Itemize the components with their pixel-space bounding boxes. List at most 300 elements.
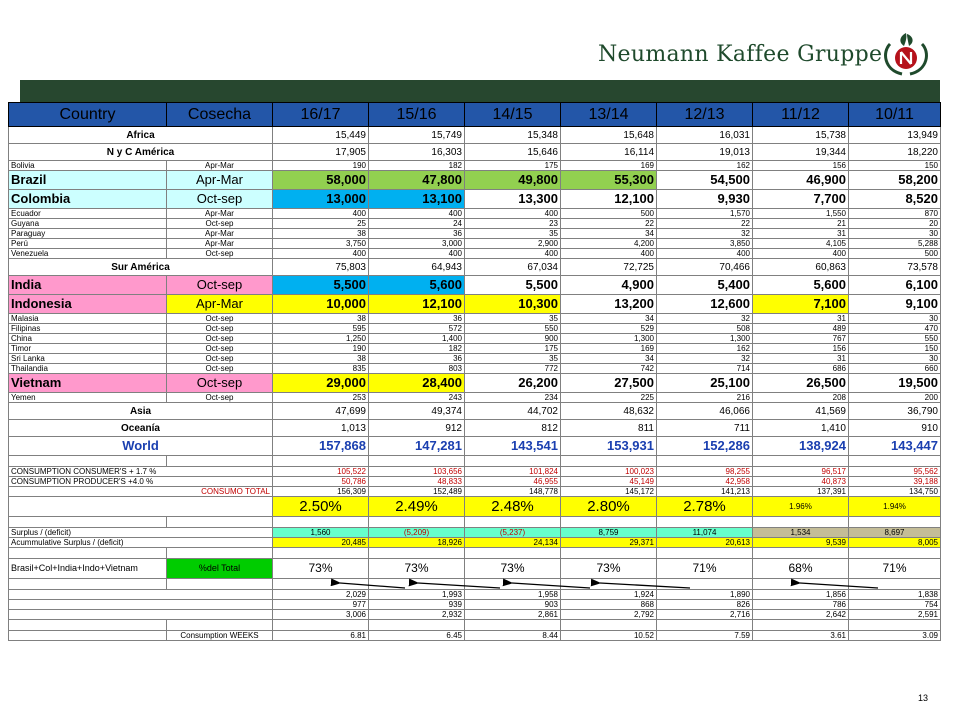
value-cell: 169 <box>561 344 657 354</box>
empty-cell <box>167 620 273 631</box>
value-cell: 58,000 <box>273 171 369 190</box>
title-bar <box>20 80 940 104</box>
country-name: Bolivia <box>9 161 167 171</box>
value-cell: 550 <box>465 324 561 334</box>
value-cell: 103,656 <box>369 467 465 477</box>
value-cell: 35 <box>465 354 561 364</box>
value-cell: 13,000 <box>273 190 369 209</box>
empty-cell <box>273 548 369 559</box>
value-cell: 9,100 <box>849 295 941 314</box>
empty-cell <box>167 579 273 590</box>
empty-cell <box>657 456 753 467</box>
harvest-cell: Apr-Mar <box>167 171 273 190</box>
value-cell: 34 <box>561 229 657 239</box>
country-row <box>9 249 941 259</box>
empty-cell <box>657 517 753 528</box>
value-cell: 500 <box>561 209 657 219</box>
empty-cell <box>465 579 561 590</box>
country-row <box>9 229 941 239</box>
value-cell: 156,309 <box>273 487 369 497</box>
region-name: Africa <box>9 127 273 144</box>
value-cell: 500 <box>849 249 941 259</box>
value-cell: 20,485 <box>273 538 369 548</box>
value-cell: 7,100 <box>753 295 849 314</box>
country-name: Ecuador <box>9 209 167 219</box>
value-cell: 16,303 <box>369 144 465 161</box>
blank-row <box>9 548 941 559</box>
value-cell: 36 <box>369 229 465 239</box>
value-cell: 18,220 <box>849 144 941 161</box>
empty-cell <box>273 620 369 631</box>
empty-cell <box>465 548 561 559</box>
harvest-cell: Oct-sep <box>167 354 273 364</box>
value-cell: 143,541 <box>465 437 561 456</box>
value-cell: 1,993 <box>369 590 465 600</box>
extra-row <box>9 600 941 610</box>
value-cell: 5,500 <box>465 276 561 295</box>
value-cell: 157,868 <box>273 437 369 456</box>
header-cell: 14/15 <box>465 103 561 127</box>
value-cell: 12,600 <box>657 295 753 314</box>
empty-cell <box>657 548 753 559</box>
value-cell: 400 <box>369 209 465 219</box>
value-cell: 15,348 <box>465 127 561 144</box>
value-cell: 32 <box>657 314 753 324</box>
value-cell: 234 <box>465 393 561 403</box>
value-cell: 8,759 <box>561 528 657 538</box>
value-cell: 13,100 <box>369 190 465 209</box>
country-row <box>9 171 941 190</box>
share-label: Brasil+Col+India+Indo+Vietnam <box>9 559 167 579</box>
value-cell: 31 <box>753 314 849 324</box>
country-row <box>9 314 941 324</box>
value-cell: 1,958 <box>465 590 561 600</box>
value-cell: 10,000 <box>273 295 369 314</box>
consumers-label: CONSUMPTION CONSUMER'S + 1.7 % <box>9 467 273 477</box>
value-cell: 7.59 <box>657 631 753 641</box>
country-name: Sri Lanka <box>9 354 167 364</box>
value-cell: 1,013 <box>273 420 369 437</box>
blank-row <box>9 456 941 467</box>
value-cell: 2,642 <box>753 610 849 620</box>
empty-cell <box>465 517 561 528</box>
value-cell: 100,023 <box>561 467 657 477</box>
producers-label: CONSUMPTION PRODUCER'S +4.0 % <box>9 477 273 487</box>
value-cell: 49,800 <box>465 171 561 190</box>
region-row <box>9 144 941 161</box>
value-cell: 147,281 <box>369 437 465 456</box>
value-cell: 6.45 <box>369 631 465 641</box>
value-cell: 2,029 <box>273 590 369 600</box>
empty-cell <box>561 548 657 559</box>
value-cell: 786 <box>753 600 849 610</box>
country-row <box>9 219 941 229</box>
value-cell: 29,000 <box>273 374 369 393</box>
value-cell: 162 <box>657 161 753 171</box>
value-cell: 15,738 <box>753 127 849 144</box>
value-cell: 13,200 <box>561 295 657 314</box>
value-cell: 27,500 <box>561 374 657 393</box>
value-cell: 40,873 <box>753 477 849 487</box>
value-cell: 595 <box>273 324 369 334</box>
value-cell: 26,500 <box>753 374 849 393</box>
value-cell: 49,374 <box>369 403 465 420</box>
empty-cell <box>9 517 167 528</box>
harvest-cell: Oct-sep <box>167 249 273 259</box>
value-cell: 20,613 <box>657 538 753 548</box>
value-cell: 10,300 <box>465 295 561 314</box>
acc-surplus-label: Acummulative Surplus / (deficit) <box>9 538 273 548</box>
region-name: Asia <box>9 403 273 420</box>
value-cell: 2,716 <box>657 610 753 620</box>
value-cell: 200 <box>849 393 941 403</box>
value-cell: 38 <box>273 354 369 364</box>
value-cell: 35 <box>465 314 561 324</box>
value-cell: 55,300 <box>561 171 657 190</box>
value-cell: 939 <box>369 600 465 610</box>
value-cell: 5,500 <box>273 276 369 295</box>
value-cell: 190 <box>273 344 369 354</box>
value-cell: 39,188 <box>849 477 941 487</box>
value-cell: 3.09 <box>849 631 941 641</box>
value-cell: 148,778 <box>465 487 561 497</box>
value-cell: 529 <box>561 324 657 334</box>
country-name: Paraguay <box>9 229 167 239</box>
value-cell: 152,286 <box>657 437 753 456</box>
header-cell: 15/16 <box>369 103 465 127</box>
value-cell: 2,932 <box>369 610 465 620</box>
value-cell: 1,300 <box>561 334 657 344</box>
blank-row <box>9 579 941 590</box>
value-cell: 47,800 <box>369 171 465 190</box>
country-row <box>9 276 941 295</box>
country-row <box>9 374 941 393</box>
empty-cell <box>849 579 941 590</box>
country-row <box>9 161 941 171</box>
harvest-cell: Oct-sep <box>167 364 273 374</box>
value-cell: 30 <box>849 354 941 364</box>
value-cell: 175 <box>465 344 561 354</box>
value-cell: 47,699 <box>273 403 369 420</box>
value-cell: 10.52 <box>561 631 657 641</box>
value-cell: 64,943 <box>369 259 465 276</box>
value-cell: 19,500 <box>849 374 941 393</box>
empty-cell <box>561 517 657 528</box>
share-cell: 71% <box>849 559 941 579</box>
empty-cell <box>369 579 465 590</box>
value-cell: 803 <box>369 364 465 374</box>
value-cell: 22 <box>561 219 657 229</box>
value-cell: 30 <box>849 314 941 324</box>
harvest-cell: Apr-Mar <box>167 209 273 219</box>
extra-row <box>9 590 941 600</box>
value-cell: 19,013 <box>657 144 753 161</box>
empty-cell <box>465 456 561 467</box>
extra-row <box>9 610 941 620</box>
country-name: Indonesia <box>9 295 167 314</box>
value-cell: 1,534 <box>753 528 849 538</box>
region-row <box>9 420 941 437</box>
region-row <box>9 127 941 144</box>
country-name: India <box>9 276 167 295</box>
value-cell: 811 <box>561 420 657 437</box>
value-cell: 134,750 <box>849 487 941 497</box>
value-cell: 686 <box>753 364 849 374</box>
value-cell: 2,792 <box>561 610 657 620</box>
country-row <box>9 344 941 354</box>
value-cell: 470 <box>849 324 941 334</box>
country-name: Colombia <box>9 190 167 209</box>
empty-cell <box>9 579 167 590</box>
region-row <box>9 259 941 276</box>
value-cell: 6.81 <box>273 631 369 641</box>
value-cell: 912 <box>369 420 465 437</box>
value-cell: 58,200 <box>849 171 941 190</box>
world-row <box>9 437 941 456</box>
value-cell: 21 <box>753 219 849 229</box>
value-cell: 162 <box>657 344 753 354</box>
world-name: World <box>9 437 273 456</box>
value-cell: 3,850 <box>657 239 753 249</box>
value-cell: 32 <box>657 229 753 239</box>
harvest-cell: Oct-sep <box>167 219 273 229</box>
value-cell: 42,958 <box>657 477 753 487</box>
value-cell: 25,100 <box>657 374 753 393</box>
value-cell: 32 <box>657 354 753 364</box>
value-cell: 225 <box>561 393 657 403</box>
value-cell: 208 <box>753 393 849 403</box>
value-cell: 400 <box>657 249 753 259</box>
value-cell: 36,790 <box>849 403 941 420</box>
value-cell: 105,522 <box>273 467 369 477</box>
value-cell: 98,255 <box>657 467 753 477</box>
country-name: China <box>9 334 167 344</box>
harvest-cell: Apr-Mar <box>167 229 273 239</box>
spreadsheet <box>8 102 948 720</box>
value-cell: 16,031 <box>657 127 753 144</box>
percent-total-button[interactable]: %del Total <box>167 559 273 579</box>
empty-cell <box>561 620 657 631</box>
empty-cell <box>9 620 167 631</box>
producers-row <box>9 477 941 487</box>
growth-cell: 2.50% <box>273 497 369 517</box>
empty-cell <box>561 456 657 467</box>
empty-cell <box>657 620 753 631</box>
header-row <box>9 103 941 127</box>
header-cell: 16/17 <box>273 103 369 127</box>
value-cell: 13,300 <box>465 190 561 209</box>
value-cell: 22 <box>657 219 753 229</box>
value-cell: 742 <box>561 364 657 374</box>
value-cell: 903 <box>465 600 561 610</box>
value-cell: 169 <box>561 161 657 171</box>
value-cell: 48,833 <box>369 477 465 487</box>
value-cell: 7,700 <box>753 190 849 209</box>
growth-cell: 2.78% <box>657 497 753 517</box>
value-cell: 1,856 <box>753 590 849 600</box>
value-cell: 15,646 <box>465 144 561 161</box>
value-cell: 24,134 <box>465 538 561 548</box>
value-cell: 6,100 <box>849 276 941 295</box>
empty-cell <box>753 548 849 559</box>
header <box>0 0 960 80</box>
value-cell: 11,074 <box>657 528 753 538</box>
surplus-label: Surplus / (deficit) <box>9 528 273 538</box>
country-name: Vietnam <box>9 374 167 393</box>
value-cell: 25 <box>273 219 369 229</box>
value-cell: 216 <box>657 393 753 403</box>
share-row <box>9 559 941 579</box>
region-name: N y C América <box>9 144 273 161</box>
value-cell: 400 <box>465 249 561 259</box>
share-cell: 73% <box>273 559 369 579</box>
value-cell: 400 <box>369 249 465 259</box>
value-cell: 24 <box>369 219 465 229</box>
value-cell: 46,066 <box>657 403 753 420</box>
value-cell: 150 <box>849 161 941 171</box>
value-cell: 182 <box>369 161 465 171</box>
value-cell: 767 <box>753 334 849 344</box>
empty-cell <box>9 610 273 620</box>
harvest-cell: Oct-sep <box>167 393 273 403</box>
value-cell: 8,697 <box>849 528 941 538</box>
value-cell: 54,500 <box>657 171 753 190</box>
empty-cell <box>753 456 849 467</box>
value-cell: 182 <box>369 344 465 354</box>
growth-cell: 1.94% <box>849 497 941 517</box>
value-cell: 73,578 <box>849 259 941 276</box>
value-cell: 5,600 <box>369 276 465 295</box>
value-cell: 550 <box>849 334 941 344</box>
value-cell: 868 <box>561 600 657 610</box>
page-number: 13 <box>918 693 929 703</box>
value-cell: 572 <box>369 324 465 334</box>
harvest-cell: Oct-sep <box>167 276 273 295</box>
value-cell: 150 <box>849 344 941 354</box>
value-cell: 152,489 <box>369 487 465 497</box>
harvest-cell: Apr-Mar <box>167 295 273 314</box>
growth-cell: 2.80% <box>561 497 657 517</box>
value-cell: 15,449 <box>273 127 369 144</box>
value-cell: 4,105 <box>753 239 849 249</box>
header-cell: 13/14 <box>561 103 657 127</box>
value-cell: 72,725 <box>561 259 657 276</box>
consumers-row <box>9 467 941 477</box>
value-cell: 1,560 <box>273 528 369 538</box>
region-name: Oceanía <box>9 420 273 437</box>
production-table <box>8 102 941 641</box>
country-name: Yemen <box>9 393 167 403</box>
value-cell: 60,863 <box>753 259 849 276</box>
empty-cell <box>561 579 657 590</box>
value-cell: 143,447 <box>849 437 941 456</box>
empty-cell <box>753 517 849 528</box>
value-cell: 3.61 <box>753 631 849 641</box>
country-name: Thailandia <box>9 364 167 374</box>
value-cell: 711 <box>657 420 753 437</box>
value-cell: 38 <box>273 314 369 324</box>
value-cell: 4,900 <box>561 276 657 295</box>
value-cell: 8,005 <box>849 538 941 548</box>
value-cell: 489 <box>753 324 849 334</box>
value-cell: 9,539 <box>753 538 849 548</box>
empty-cell <box>9 600 273 610</box>
value-cell: 977 <box>273 600 369 610</box>
value-cell: 1,924 <box>561 590 657 600</box>
value-cell: 5,400 <box>657 276 753 295</box>
value-cell: 156 <box>753 161 849 171</box>
value-cell: 1,400 <box>369 334 465 344</box>
weeks-label: Consumption WEEKS <box>167 631 273 641</box>
value-cell: 243 <box>369 393 465 403</box>
value-cell: 8,520 <box>849 190 941 209</box>
total-row <box>9 487 941 497</box>
empty-cell <box>167 548 273 559</box>
value-cell: 137,391 <box>753 487 849 497</box>
growth-cell: 1.96% <box>753 497 849 517</box>
empty-cell <box>753 620 849 631</box>
value-cell: 1,890 <box>657 590 753 600</box>
share-cell: 73% <box>465 559 561 579</box>
value-cell: 772 <box>465 364 561 374</box>
empty-cell <box>849 517 941 528</box>
value-cell: 3,000 <box>369 239 465 249</box>
value-cell: 101,824 <box>465 467 561 477</box>
value-cell: 70,466 <box>657 259 753 276</box>
empty-cell <box>369 456 465 467</box>
value-cell: 19,344 <box>753 144 849 161</box>
empty-cell <box>273 517 369 528</box>
country-row <box>9 190 941 209</box>
value-cell: 190 <box>273 161 369 171</box>
nkg-logo-icon <box>880 30 932 78</box>
value-cell: 48,632 <box>561 403 657 420</box>
value-cell: 812 <box>465 420 561 437</box>
value-cell: 45,149 <box>561 477 657 487</box>
value-cell: 714 <box>657 364 753 374</box>
value-cell: 754 <box>849 600 941 610</box>
value-cell: 826 <box>657 600 753 610</box>
value-cell: 38 <box>273 229 369 239</box>
value-cell: 4,200 <box>561 239 657 249</box>
harvest-cell: Oct-sep <box>167 190 273 209</box>
value-cell: 1,838 <box>849 590 941 600</box>
share-cell: 73% <box>561 559 657 579</box>
country-name: Guyana <box>9 219 167 229</box>
value-cell: 5,288 <box>849 239 941 249</box>
empty-cell <box>657 579 753 590</box>
value-cell: (5,209) <box>369 528 465 538</box>
value-cell: 400 <box>561 249 657 259</box>
value-cell: 18,926 <box>369 538 465 548</box>
value-cell: 75,803 <box>273 259 369 276</box>
value-cell: 660 <box>849 364 941 374</box>
header-cell: Cosecha <box>167 103 273 127</box>
value-cell: 35 <box>465 229 561 239</box>
empty-cell <box>273 579 369 590</box>
value-cell: 46,955 <box>465 477 561 487</box>
value-cell: 145,172 <box>561 487 657 497</box>
region-row <box>9 403 941 420</box>
value-cell: 50,786 <box>273 477 369 487</box>
value-cell: 20 <box>849 219 941 229</box>
value-cell: 36 <box>369 314 465 324</box>
empty-cell <box>9 456 167 467</box>
blank-row <box>9 517 941 528</box>
value-cell: 15,749 <box>369 127 465 144</box>
value-cell: 36 <box>369 354 465 364</box>
empty-cell <box>849 620 941 631</box>
